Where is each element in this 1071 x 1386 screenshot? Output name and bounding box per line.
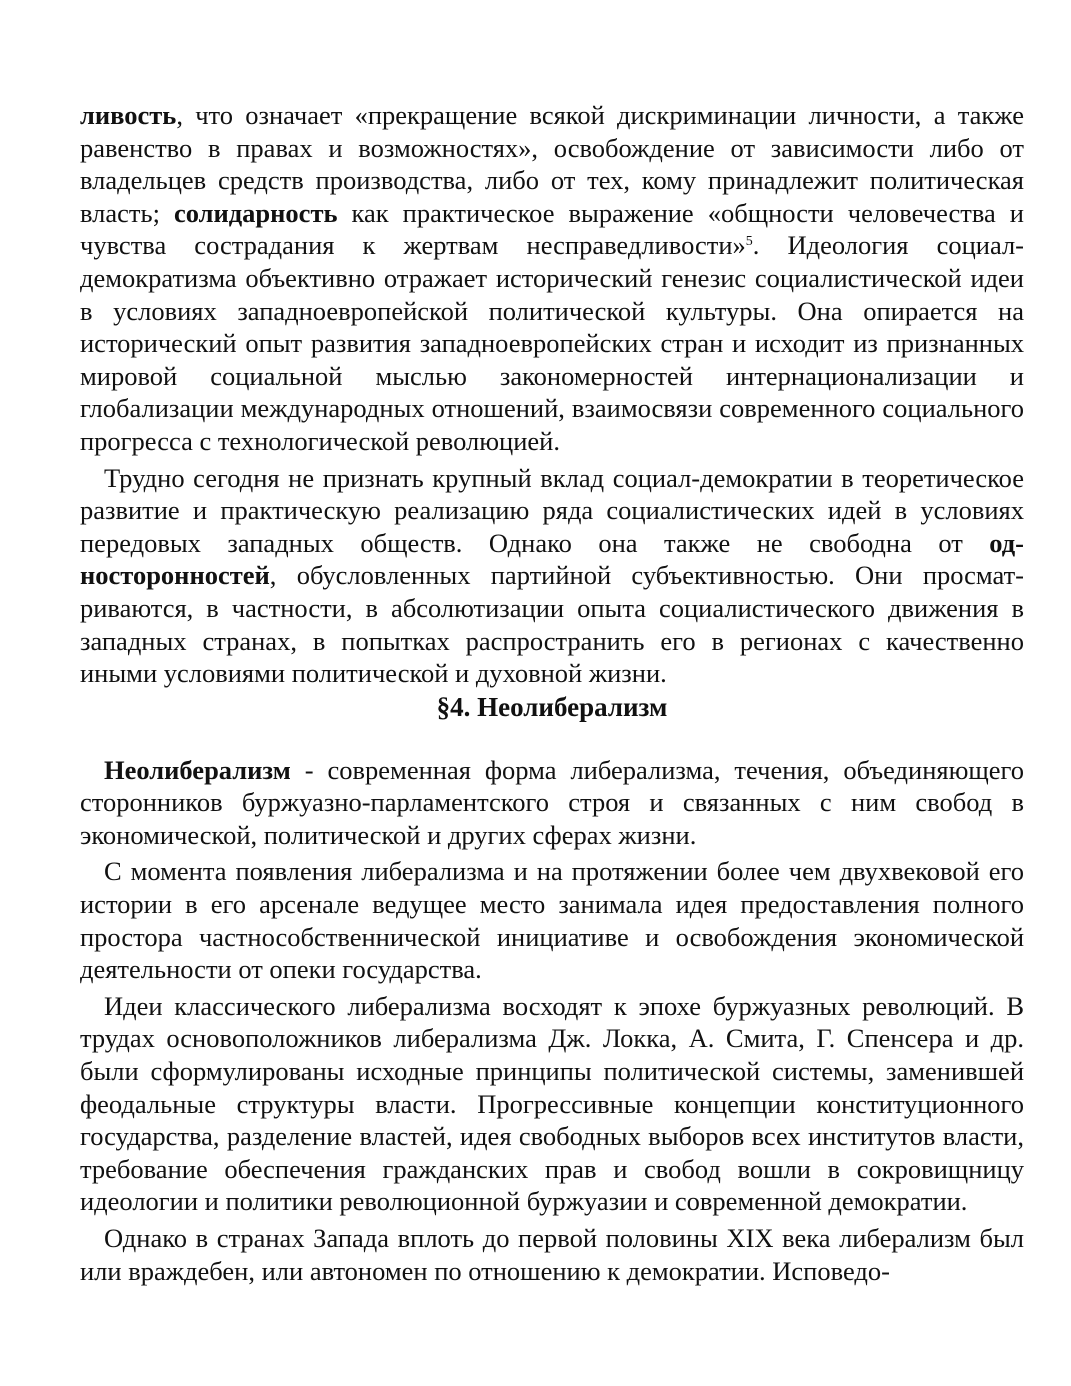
section-heading: §4. Неолиберализм [436, 691, 668, 722]
paragraph-1-text-c: . Идеология социал-демократизма объективно отражает исторический генезис социалистической идеи в условиях западноевропейской политической культуры. Она опирается на исторический опыт развития западноевропейских стран и исходит из признанных мировой социальной мыслью закономерностей интернационализации и глобализации международных отношений, взаимосвязи современного социального прогресса с технологической революцией. [80, 230, 1025, 456]
paragraph-1-text-a: , что означает «прекращение всякой дискриминации личности, а также равенство в правах и возможностях», освобождение от зависимости либо от владельцев средств производства, либо от тех, кому принадлежит политическая власть; [80, 100, 1024, 228]
paragraph-2-text-b: , обусловленных партийной субъективностью. Они просматриваются, в частности, в абсолютизации опыта социалистического движения в западных странах, в попытках распространить его в регионах с качественно иными условиями политической и духовной жизни. [80, 560, 1024, 689]
paragraph-2-text-a: Трудно сегодня не признать крупный вклад социал-демократии в теоретическое развитие и практическую реализацию ряда социалистических идей в условиях передовых западных обществ. Однако она также не свободна от [80, 462, 1024, 558]
term-odnostoronnosti: односторонностей [80, 527, 1024, 591]
paragraph-3 [80, 754, 1024, 852]
footnote-marker: 5 [745, 234, 753, 250]
term-neoliberalizm: Неолиберализм [104, 754, 291, 785]
paragraph-1 [80, 99, 1024, 458]
term-livost: ливость [80, 100, 177, 130]
paragraph-2 [80, 462, 1024, 690]
paragraph-5: Идеи классического либерализма восходят к эпохе буржуазных революций. В трудах основоположников либерализма Дж. Локка, А. Смита, Г. Спенсера и др. были сформулированы исходные принципы политической системы, заменившей феодальные структуры власти. Прогрессивные концепции конституционного государства, разделение властей, идея свободных выборов всех институтов власти, требование обеспечения гражданских прав и свобод вошли в сокровищницу идеологии и политики революционной буржуазии и современной демократии. [80, 990, 1024, 1217]
paragraph-4: С момента появления либерализма и на протяжении более чем двухвековой его истории в его арсенале ведущее место занимала идея предоставления полного простора частнособственнической инициативе и освобождения экономической деятельности от опеки государства. [80, 856, 1024, 985]
paragraph-1-text-b: как практическое выражение «общности человечества и чувства сострадания к жертвам несправедливости» [80, 197, 1024, 261]
paragraph-6: Однако в странах Запада вплоть до первой половины XIX века либерализм был или враждебен, или автономен по отношению к демократии. Исповедо- [80, 1223, 1024, 1286]
term-solidarnost: солидарность [173, 197, 338, 228]
paragraph-3-text: - современная форма либерализма, течения, объединяющего сторонников буржуазно-парламентского строя и связанных с ним свобод в экономической, политической и других сферах жизни. [80, 754, 1024, 850]
document-page [80, 99, 1024, 1287]
